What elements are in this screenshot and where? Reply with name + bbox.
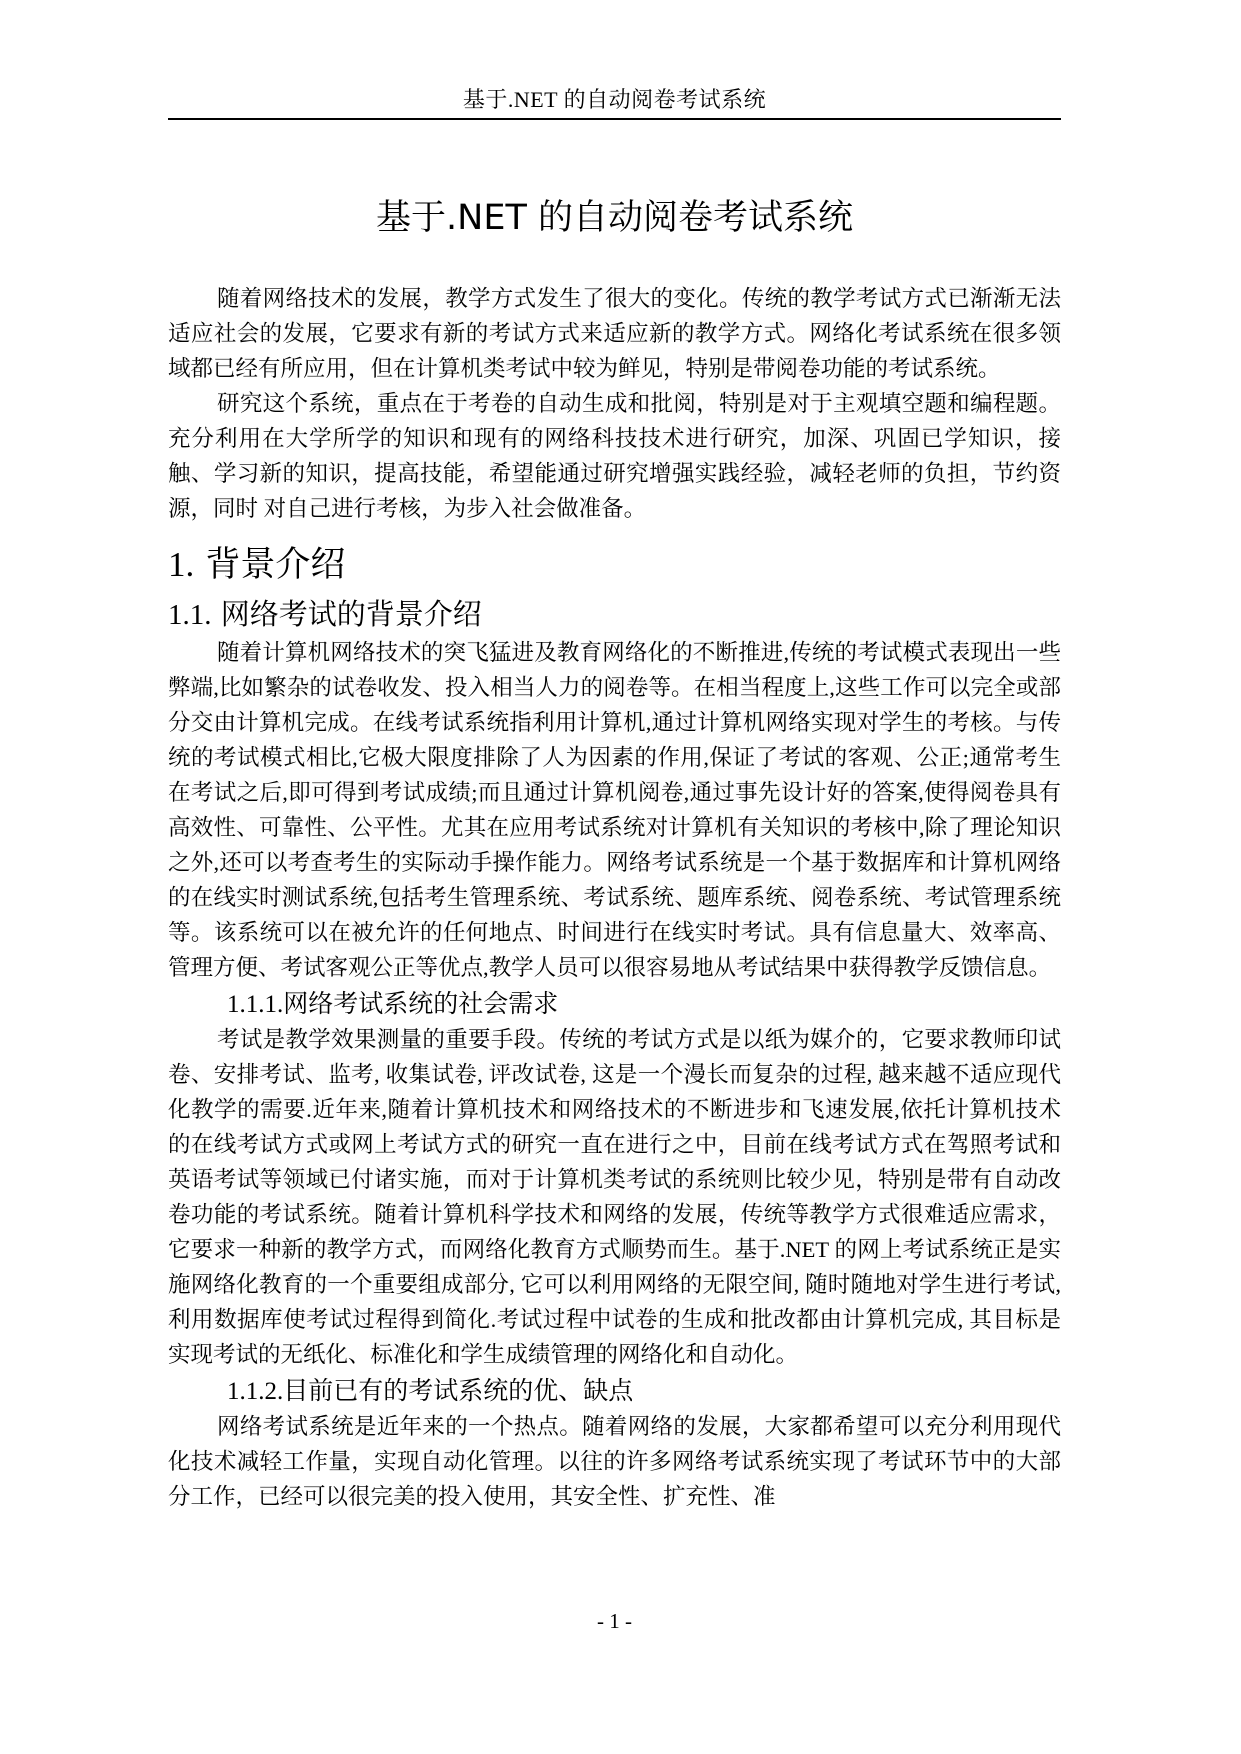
section-1-1-1-paragraph: 考试是教学效果测量的重要手段。传统的考试方式是以纸为媒介的，它要求教师印试卷、安排考试、监考, 收集试卷, 评改试卷, 这是一个漫长而复杂的过程, 越来越不适应现代化教学的需要.近年来,随着计算机技术和网络技术的不断进步和飞速发展,依托计算机技术的在线考试方式或网上考试方式的研究一直在进行之中，目前在线考试方式在驾照考试和英语考试等领域已付诸实施，而对于计算机类考试的系统则比较少见，特别是带有自动改卷功能的考试系统。随着计算机科学技术和网络的发展，传统等教学方式很难适应需求，它要求一种新的教学方式，而网络化教育方式顺势而生。基于.NET 的网上考试系统正是实施网络化教育的一个重要组成部分, 它可以利用网络的无限空间, 随时随地对学生进行考试, 利用数据库使考试过程得到简化.考试过程中试卷的生成和批改都由计算机完成, 其目标是实现考试的无纸化、标准化和学生成绩管理的网络化和自动化。 xyxy=(168,1027,1061,1367)
intro-paragraph-2: 研究这个系统，重点在于考卷的自动生成和批阅，特别是对于主观填空题和编程题。充分利用在大学所学的知识和现有的网络科技技术进行研究，加深、巩固已学知识，接触、学习新的知识，提高技能，希望能通过研究增强实践经验，减轻老师的负担，节约资源，同时 对自己进行考核，为步入社会做准备。 xyxy=(168,391,1061,521)
section-1-number: 1. xyxy=(168,545,195,584)
section-1-1-number: 1.1. xyxy=(168,599,212,631)
section-1-1-2-title: 目前已有的考试系统的优、缺点 xyxy=(283,1376,634,1405)
section-1-1-1-title: 网络考试系统的社会需求 xyxy=(283,989,559,1018)
document-title: 基于.NET 的自动阅卷考试系统 xyxy=(376,198,853,238)
section-1-1-2-number: 1.1.2. xyxy=(227,1378,284,1405)
header-rule xyxy=(168,118,1061,120)
section-1-1-1-heading xyxy=(227,987,1061,1022)
page-number: - 1 - xyxy=(597,1609,632,1633)
section-1-1-heading xyxy=(168,594,1061,635)
section-1-1-2-heading xyxy=(227,1374,1061,1409)
section-1-1-paragraph: 随着计算机网络技术的突飞猛进及教育网络化的不断推进,传统的考试模式表现出一些弊端,比如繁杂的试卷收发、投入相当人力的阅卷等。在相当程度上,这些工作可以完全或部分交由计算机完成。在线考试系统指利用计算机,通过计算机网络实现对学生的考核。与传统的考试模式相比,它极大限度排除了人为因素的作用,保证了考试的客观、公正;通常考生在考试之后,即可得到考试成绩;而且通过计算机阅卷,通过事先设计好的答案,使得阅卷具有高效性、可靠性、公平性。尤其在应用考试系统对计算机有关知识的考核中,除了理论知识之外,还可以考查考生的实际动手操作能力。网络考试系统是一个基于数据库和计算机网络的在线实时测试系统,包括考生管理系统、考试系统、题库系统、阅卷系统、考试管理系统等。该系统可以在被允许的任何地点、时间进行在线实时考试。具有信息量大、效率高、管理方便、考试客观公正等优点,教学人员可以很容易地从考试结果中获得教学反馈信息。 xyxy=(168,640,1061,980)
running-header: 基于.NET 的自动阅卷考试系统 xyxy=(462,87,767,112)
section-1-1-2-paragraph: 网络考试系统是近年来的一个热点。随着网络的发展，大家都希望可以充分利用现代化技术减轻工作量，实现自动化管理。以往的许多网络考试系统实现了考试环节中的大部分工作，已经可以很完美的投入使用，其安全性、扩充性、准 xyxy=(168,1414,1061,1509)
document-body xyxy=(168,281,1061,1514)
intro-paragraph-1: 随着网络技术的发展，教学方式发生了很大的变化。传统的教学考试方式已渐渐无法适应社会的发展，它要求有新的考试方式来适应新的教学方式。网络化考试系统在很多领域都已经有所应用，但在计算机类考试中较为鲜见，特别是带阅卷功能的考试系统。 xyxy=(168,286,1061,381)
section-1-heading xyxy=(168,540,1061,590)
section-1-1-title: 网络考试的背景介绍 xyxy=(220,597,482,631)
section-1-title: 背景介绍 xyxy=(205,545,346,585)
section-1-1-1-number: 1.1.1. xyxy=(227,991,284,1018)
